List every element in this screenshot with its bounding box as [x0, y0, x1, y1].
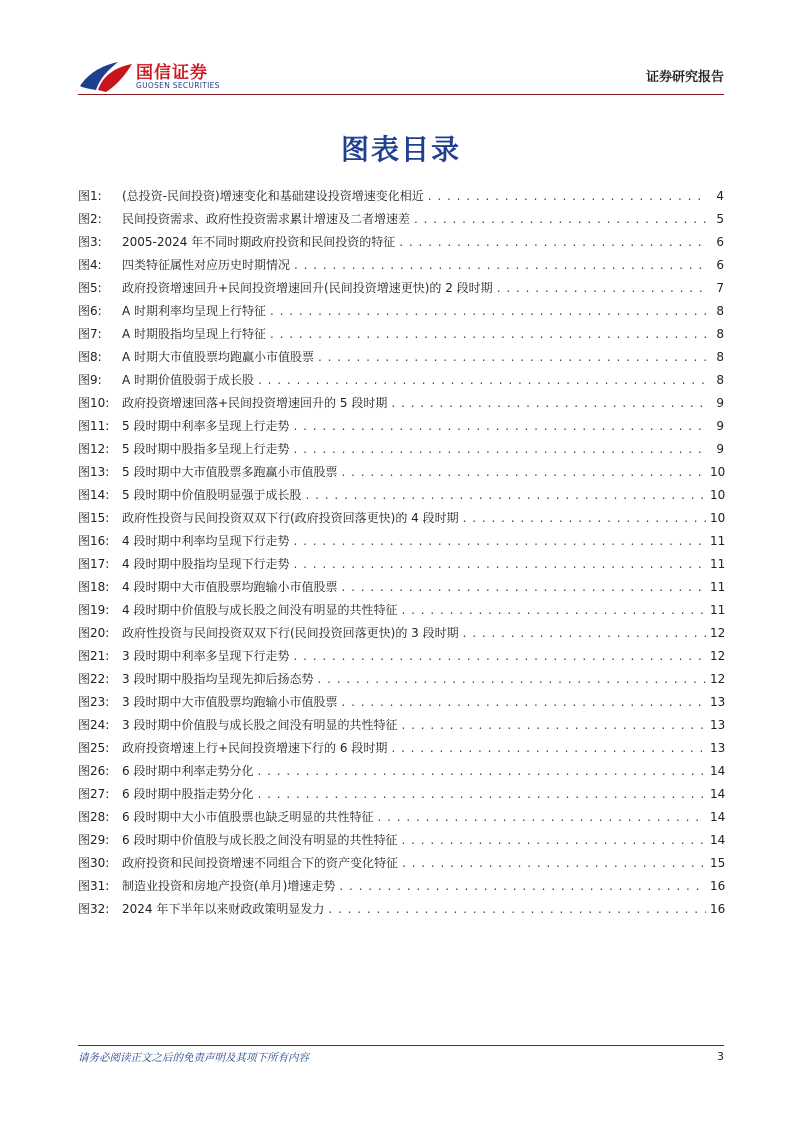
guosen-logo-icon: [78, 56, 134, 94]
toc-dot-leader: [401, 599, 706, 622]
toc-entry-label: 图26:: [78, 764, 110, 778]
toc-dot-leader: [339, 875, 706, 898]
toc-dot-leader: [428, 185, 706, 208]
toc-entry[interactable]: [78, 530, 724, 553]
toc-dot-leader: [463, 622, 706, 645]
toc-entry-label: 图1:: [78, 189, 102, 203]
toc-entry-page: 13: [710, 741, 726, 755]
toc-entry[interactable]: [78, 875, 724, 898]
toc-dot-leader: [293, 530, 706, 553]
toc-entry[interactable]: [78, 599, 724, 622]
toc-entry-title: 2024 年下半年以来财政政策明显发力: [122, 902, 325, 916]
toc-entry-page: 10: [710, 511, 726, 525]
toc-entry-title: 政府投资和民间投资增速不同组合下的资产变化特征: [122, 856, 399, 870]
toc-entry-label: 图13:: [78, 465, 110, 479]
toc-entry[interactable]: [78, 898, 724, 921]
toc-dot-leader: [317, 668, 706, 691]
toc-entry[interactable]: [78, 185, 724, 208]
toc-entry[interactable]: [78, 576, 724, 599]
toc-dot-leader: [305, 484, 706, 507]
toc-dot-leader: [391, 737, 706, 760]
toc-dot-leader: [391, 392, 706, 415]
toc-entry[interactable]: [78, 323, 724, 346]
toc-entry-title: 制造业投资和房地产投资(单月)增速走势: [122, 879, 336, 893]
toc-dot-leader: [257, 783, 706, 806]
toc-dot-leader: [401, 714, 706, 737]
toc-entry-label: 图22:: [78, 672, 110, 686]
toc-entry-title: 5 段时期中股指多呈现上行走势: [122, 442, 290, 456]
toc-dot-leader: [341, 691, 706, 714]
toc-entry-label: 图17:: [78, 557, 110, 571]
toc-entry-page: 12: [710, 626, 726, 640]
company-logo: [78, 56, 278, 94]
toc-entry-page: 14: [710, 833, 726, 847]
toc-entry-label: 图4:: [78, 258, 102, 272]
toc-entry-title: 政府性投资与民间投资双双下行(政府投资回落更快)的 4 段时期: [122, 511, 459, 525]
toc-entry-label: 图19:: [78, 603, 110, 617]
toc-entry-title: 5 段时期中价值股明显强于成长股: [122, 488, 302, 502]
logo-english-name: GUOSEN SECURITIES: [136, 81, 220, 90]
toc-entry-label: 图29:: [78, 833, 110, 847]
toc-entry[interactable]: [78, 254, 724, 277]
toc-entry-label: 图3:: [78, 235, 102, 249]
toc-entry-page: 6: [716, 235, 724, 249]
toc-entry-label: 图8:: [78, 350, 102, 364]
toc-entry[interactable]: [78, 714, 724, 737]
toc-entry-page: 9: [716, 396, 724, 410]
toc-entry-label: 图9:: [78, 373, 102, 387]
toc-entry[interactable]: [78, 208, 724, 231]
toc-entry-label: 图32:: [78, 902, 110, 916]
toc-entry-label: 图6:: [78, 304, 102, 318]
toc-entry-label: 图28:: [78, 810, 110, 824]
toc-entry-label: 图23:: [78, 695, 110, 709]
toc-entry-title: 政府性投资与民间投资双双下行(民间投资回落更快)的 3 段时期: [122, 626, 459, 640]
toc-entry-label: 图5:: [78, 281, 102, 295]
header-divider: [78, 94, 724, 95]
toc-entry-page: 11: [710, 603, 726, 617]
toc-entry-title: A 时期价值股弱于成长股: [122, 373, 255, 387]
toc-entry-page: 6: [716, 258, 724, 272]
toc-entry-label: 图20:: [78, 626, 110, 640]
toc-entry-title: 2005-2024 年不同时期政府投资和民间投资的特征: [122, 235, 396, 249]
toc-entry-title: 3 段时期中利率多呈现下行走势: [122, 649, 290, 663]
logo-chinese-name: 国信证券: [136, 63, 208, 83]
toc-entry[interactable]: [78, 691, 724, 714]
disclaimer-note: 请务必阅读正文之后的免责声明及其项下所有内容: [78, 1052, 309, 1064]
toc-entry-page: 13: [710, 695, 726, 709]
toc-dot-leader: [293, 438, 706, 461]
toc-entry-page: 11: [710, 580, 726, 594]
toc-entry-page: 10: [710, 465, 726, 479]
toc-entry[interactable]: [78, 622, 724, 645]
footer-divider: [78, 1045, 724, 1046]
toc-entry-title: 5 段时期中大市值股票多跑赢小市值股票: [122, 465, 338, 479]
toc-entry-page: 12: [710, 649, 726, 663]
toc-entry-page: 9: [716, 419, 724, 433]
toc-entry[interactable]: [78, 507, 724, 530]
toc-entry-label: 图7:: [78, 327, 102, 341]
toc-entry-title: 6 段时期中利率走势分化: [122, 764, 254, 778]
toc-entry-label: 图27:: [78, 787, 110, 801]
toc-entry-page: 5: [716, 212, 724, 226]
toc-dot-leader: [270, 323, 706, 346]
toc-entry-label: 图11:: [78, 419, 110, 433]
toc-dot-leader: [341, 461, 706, 484]
toc-entry[interactable]: [78, 484, 724, 507]
toc-entry-label: 图10:: [78, 396, 110, 410]
toc-entry-label: 图30:: [78, 856, 110, 870]
toc-entry-label: 图15:: [78, 511, 110, 525]
toc-dot-leader: [399, 231, 706, 254]
toc-entry-page: 8: [716, 373, 724, 387]
report-type-label: 证券研究报告: [645, 70, 724, 85]
toc-entry[interactable]: [78, 300, 724, 323]
toc-entry-title: A 时期股指均呈现上行特征: [122, 327, 267, 341]
toc-entry[interactable]: [78, 392, 724, 415]
toc-entry[interactable]: [78, 369, 724, 392]
toc-entry-title: 4 段时期中利率均呈现下行走势: [122, 534, 290, 548]
toc-entry-title: 4 段时期中股指均呈现下行走势: [122, 557, 290, 571]
toc-entry[interactable]: [78, 829, 724, 852]
figure-toc-list: [78, 185, 724, 921]
toc-dot-leader: [257, 760, 706, 783]
toc-entry-label: 图24:: [78, 718, 110, 732]
toc-dot-leader: [318, 346, 706, 369]
toc-dot-leader: [341, 576, 706, 599]
toc-dot-leader: [401, 829, 706, 852]
toc-entry-page: 15: [710, 856, 726, 870]
toc-dot-leader: [258, 369, 706, 392]
toc-entry-page: 11: [710, 557, 726, 571]
toc-entry[interactable]: [78, 461, 724, 484]
toc-dot-leader: [293, 645, 706, 668]
toc-entry-title: 6 段时期中大小市值股票也缺乏明显的共性特征: [122, 810, 374, 824]
toc-entry-title: (总投资-民间投资)增速变化和基础建设投资增速变化相近: [122, 189, 424, 203]
toc-entry-title: 5 段时期中利率多呈现上行走势: [122, 419, 290, 433]
toc-entry-label: 图31:: [78, 879, 110, 893]
toc-entry-title: 3 段时期中大市值股票均跑输小市值股票: [122, 695, 338, 709]
toc-entry[interactable]: [78, 806, 724, 829]
toc-entry-page: 14: [710, 810, 726, 824]
toc-entry-label: 图2:: [78, 212, 102, 226]
toc-entry-page: 13: [710, 718, 726, 732]
toc-entry-title: 3 段时期中价值股与成长股之间没有明显的共性特征: [122, 718, 398, 732]
toc-entry[interactable]: [78, 668, 724, 691]
toc-dot-leader: [293, 415, 706, 438]
toc-entry-page: 8: [716, 304, 724, 318]
toc-dot-leader: [497, 277, 706, 300]
toc-entry[interactable]: [78, 737, 724, 760]
page-number: 3: [717, 1050, 724, 1063]
toc-dot-leader: [414, 208, 706, 231]
toc-entry-label: 图18:: [78, 580, 110, 594]
toc-entry-title: A 时期利率均呈现上行特征: [122, 304, 267, 318]
toc-entry-title: 民间投资需求、政府性投资需求累计增速及二者增速差: [122, 212, 411, 226]
toc-entry-page: 11: [710, 534, 726, 548]
toc-dot-leader: [294, 254, 706, 277]
toc-entry-label: 图16:: [78, 534, 110, 548]
toc-entry-page: 14: [710, 787, 726, 801]
toc-entry[interactable]: [78, 852, 724, 875]
toc-entry[interactable]: [78, 415, 724, 438]
toc-entry[interactable]: [78, 231, 724, 254]
toc-entry-label: 图25:: [78, 741, 110, 755]
toc-entry-title: 政府投资增速回升+民间投资增速回升(民间投资增速更快)的 2 段时期: [122, 281, 493, 295]
toc-entry-label: 图21:: [78, 649, 110, 663]
toc-dot-leader: [328, 898, 706, 921]
toc-entry-page: 8: [716, 350, 724, 364]
toc-entry-page: 14: [710, 764, 726, 778]
toc-entry-title: 政府投资增速回落+民间投资增速回升的 5 段时期: [122, 396, 388, 410]
toc-entry-page: 10: [710, 488, 726, 502]
toc-entry[interactable]: [78, 438, 724, 461]
toc-entry[interactable]: [78, 760, 724, 783]
toc-entry-page: 16: [710, 902, 726, 916]
toc-entry-title: 6 段时期中价值股与成长股之间没有明显的共性特征: [122, 833, 398, 847]
toc-entry-page: 7: [716, 281, 724, 295]
toc-dot-leader: [402, 852, 706, 875]
toc-entry-title: 政府投资增速上行+民间投资增速下行的 6 段时期: [122, 741, 388, 755]
toc-entry[interactable]: [78, 277, 724, 300]
toc-entry-title: 3 段时期中股指均呈现先抑后扬态势: [122, 672, 314, 686]
toc-entry[interactable]: [78, 346, 724, 369]
toc-dot-leader: [463, 507, 706, 530]
toc-entry-page: 8: [716, 327, 724, 341]
toc-entry-title: 4 段时期中价值股与成长股之间没有明显的共性特征: [122, 603, 398, 617]
toc-dot-leader: [293, 553, 706, 576]
toc-entry-title: 四类特征属性对应历史时期情况: [122, 258, 291, 272]
toc-entry-title: A 时期大市值股票均跑赢小市值股票: [122, 350, 315, 364]
toc-entry-page: 4: [716, 189, 724, 203]
toc-dot-leader: [377, 806, 706, 829]
toc-entry[interactable]: [78, 783, 724, 806]
toc-entry[interactable]: [78, 553, 724, 576]
toc-entry-page: 9: [716, 442, 724, 456]
toc-entry-page: 12: [710, 672, 726, 686]
toc-entry[interactable]: [78, 645, 724, 668]
toc-dot-leader: [270, 300, 706, 323]
toc-entry-title: 6 段时期中股指走势分化: [122, 787, 254, 801]
toc-entry-page: 16: [710, 879, 726, 893]
toc-entry-title: 4 段时期中大市值股票均跑输小市值股票: [122, 580, 338, 594]
page-header: [78, 50, 724, 100]
toc-entry-label: 图12:: [78, 442, 110, 456]
toc-entry-label: 图14:: [78, 488, 110, 502]
page-title: 图表目录: [340, 133, 461, 166]
